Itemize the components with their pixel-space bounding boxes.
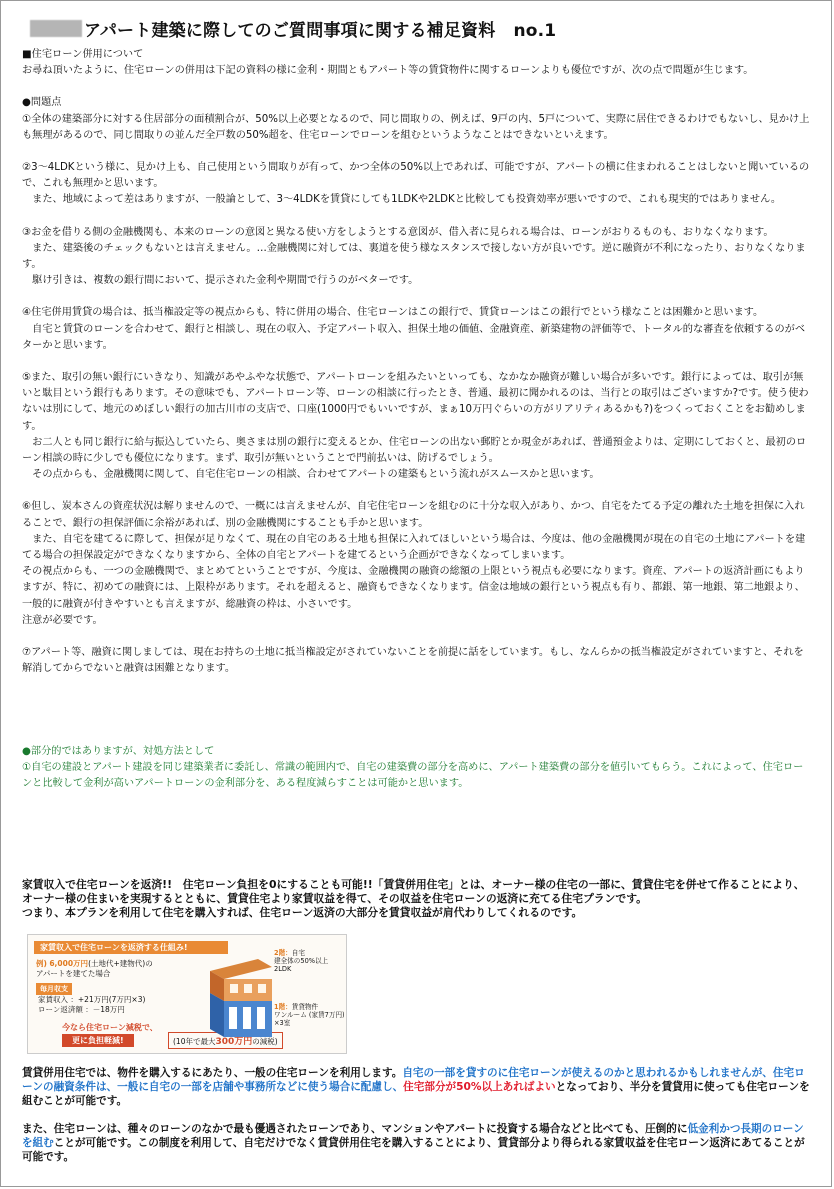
problem-5: ⑤また、取引の無い銀行にいきなり、知識があやふやな状態で、アパートローンを組みたいといっても、なかなか融資が難しい場合が多いです。銀行によっては、取引が無いと駄目という銀行もあります。その意味でも、アパートローン等、ローンの相談に行ったとき、普通、最初に聞かれるのは、当行との取引はございますか?です。使う使わないは別にして、地元のめぼしい銀行の加古川市の支店で、口座(1000円でもいいですが、まぁ10万円ぐらいの方がリアリティあるかも?)をつくっておくことをお勧めします。 [22, 372, 809, 432]
problem-3: ③お金を借りる側の金融機関も、本来のローンの意図と異なる使い方をしようとする意図が、借入者に見られる場合は、ローンがおりるものも、おりなくなります。 [22, 226, 774, 238]
bottom-text [22, 1066, 814, 1164]
problem-6-note-b: その視点からも、一つの金融機関で、まとめてということですが、今度は、金融機関の融資の総額の上限という視点も必要になります。資産、アパートの返済計画にもよりますが、特に、初めての融資には、上限枠があります。それを超えると、融資もできなくなります。信金は地域の銀行という視点も有り、都銀、第一地銀、第二地銀より、一般的に融資が付きやすいとも言えますが、総融資の枠は、小さいです。 [22, 566, 805, 610]
title-number: no.1 [513, 20, 557, 41]
title-row [30, 14, 556, 42]
problem-3-note-b: 駆け引きは、複数の銀行間において、提示された金利や期間で行うのがベターです。 [22, 275, 419, 287]
floor-1-label: 1階：賃貸物件 ワンルーム (家賃7万円) ×3室 [274, 1003, 345, 1027]
problem-4-note: 自宅と賃貸のローンを合わせて、銀行と相談し、現在の収入、予定アパート収入、担保土地の価値、金融資産、新築建物の評価等で、トータル的な審査を依頼するのがベターかと思います。 [22, 323, 806, 351]
problem-4: ④住宅併用賃貸の場合は、抵当権設定等の視点からも、特に併用の場合、住宅ローンはこの銀行で、賃貸ローンはこの銀行でという様なことは困難かと思います。 [22, 307, 764, 319]
countermeasure-section [22, 744, 812, 792]
figure-tax-note: 今なら住宅ローン減税で、 [62, 1023, 158, 1032]
redacted-name [30, 20, 82, 37]
figure-price: 例) 6,000万円(土地代+建物代)の アパートを建てた場合 [36, 959, 153, 978]
problems-heading: ●問題点 [22, 97, 62, 109]
problem-6-note-a: また、自宅を建てるに際して、担保が足りなくて、現在の自宅のある土地も担保に入れてほしいという場合は、今度は、他の金融機関が現在の自宅の土地にアパートを建てる場合の担保設定ができなくなりますから、全体の自宅とアパートを建てるという企画ができなくなってしまいます。 [22, 533, 806, 562]
countermeasure-text: ①自宅の建設とアパート建設を同じ建築業者に委託し、常識の範囲内で、自宅の建築費の部分を高めに、アパート建築費の部分を値引いてもらう。これによって、住宅ローンと比較して金利が高いアパートローンの金利部分を、ある程度減らすことは可能かと思います。 [22, 762, 804, 789]
title-text: アパート建築に際してのご質問事項に関する補足資料 [84, 20, 496, 41]
figure-balance: 家賃収入 ：+21万円(7万円×3) ローン返済額 ：－18万円 [38, 995, 146, 1014]
problem-2: ②3～4LDKという様に、見かけ上も、自己使用という間取りが有って、かつ全体の50%以上であれば、可能ですが、アパートの横に住まわれることはしないと聞いているので、これも無理かと思います。 [22, 162, 810, 190]
rental-mechanism-figure [27, 934, 347, 1054]
problem-6: ⑥但し、炭本さんの資産状況は解りませんので、一概には言えませんが、自宅住宅ローンを組むのに十分な収入があり、かつ、自宅をたてる予定の離れた土地を担保に入れることで、銀行の担保評価に余裕があれば、別の金融機関にすることも手かと思います。 [22, 501, 805, 529]
building-illustration [206, 955, 276, 1043]
problem-5-note-b: その点からも、金融機関に関して、自宅住宅ローンの相談、合わせてアパートの建築もという流れがスムースかと思います。 [22, 469, 600, 481]
promo-paragraph-1: 家賃収入で住宅ローンを返済!! 住宅ローン負担を0にすることも可能!!「賃貸併用住宅」とは、オーナー様の住宅の一部に、賃貸住宅を併せて作ることにより、オーナー様の住まいを実現するとともに、賃貸住宅より家賃収益を得て、その収益を住宅ローンの返済に充てる住宅プランです。 [22, 878, 805, 906]
promo-text [22, 878, 814, 921]
figure-tax-amount: (10年で最大300万円の減税) [168, 1032, 283, 1049]
figure-monthly-tag: 毎月収支 [36, 983, 72, 995]
floor-2-label: 2階：自宅 建全体の50%以上 2LDK [274, 949, 329, 973]
problem-5-note-a: お二人とも同じ銀行に給与振込していたら、奥さまは別の銀行に変えるとか、住宅ローンの出ない郵貯とか現金があれば、普通預金よりは、定期にしておくと、最初のローン相談の時に少しでも優位になります。まず、取引が無いということで門前払いは、防げるでしょう。 [22, 436, 807, 465]
countermeasure-heading: ●部分的ではありますが、対処方法として [22, 746, 215, 757]
problem-3-note-a: また、建築後のチェックもないとは言えません。…金融機関に対しては、裏道を使う様なスタンスで接しない方が良いです。逆に融資が不利になったり、おりなくなります。 [22, 242, 806, 271]
problem-6-note-c: 注意が必要です。 [22, 614, 103, 626]
section-heading: ■住宅ローン併用について [22, 49, 144, 60]
promo-paragraph-2: つまり、本プランを利用して住宅を購入すれば、住宅ローン返済の大部分を賃貸収益が肩代わりしてくれるのです。 [22, 906, 583, 920]
body-text [22, 47, 812, 678]
problem-1: ①全体の建築部分に対する住居部分の面積割合が、50%以上必要となるので、同じ間取りの、例えば、9戸の内、5戸について、実際に居住できるわけでもないし、見かけ上も無理があるので、同じ間取りの並んだ全戸数の50%超を、住宅ローンでローンを組むというようなことはできないといえます。 [22, 113, 810, 141]
bottom-paragraph-2: また、住宅ローンは、種々のローンのなかで最も優遇されたローンであり、マンションやアパートに投資する場合などと比べても、圧倒的に低金利かつ長期のローンを組むことが可能です。この制度を利用して、自宅だけでなく賃貸併用住宅を購入することにより、賃貸部分より得られる家賃収益を住宅ローン返済にあてることが可能です。 [22, 1122, 805, 1164]
body-paragraph: お尋ね頂いたように、住宅ローンの併用は下記の資料の様に金利・期間ともアパート等の賃貸物件に関するローンよりも優位ですが、次の点で問題が生じます。 [22, 65, 754, 77]
figure-burden-reduction: 更に負担軽減! [62, 1034, 134, 1047]
bottom-paragraph-1: 賃貸併用住宅では、物件を購入するにあたり、一般の住宅ローンを利用します。自宅の一部を貸すのに住宅ローンが使えるのかと思われるかもしれませんが、住宅ローンの融資条件は、一般に自宅の一部を店舗や事務所などに使う場合に配慮し、住宅部分が50%以上あればよいとなっており、半分を賃貸用に使っても住宅ローンを組むことが可能です。 [22, 1067, 810, 1108]
problem-2-note: また、地域によって差はありますが、一般論として、3～4LDKを賃貸にしても1LDKや2LDKと比較しても投資効率が悪いですので、これも現実的ではありません。 [22, 194, 782, 206]
problem-7: ⑦アパート等、融資に関しましては、現在お持ちの土地に抵当権設定がされていないことを前提に話をしています。もし、なんらかの抵当権設定がされていますと、それを解消してからでないと融資は困難となります。 [22, 647, 804, 675]
figure-banner: 家賃収入で住宅ローンを返済する仕組み! [34, 941, 228, 954]
page-title [84, 16, 556, 41]
